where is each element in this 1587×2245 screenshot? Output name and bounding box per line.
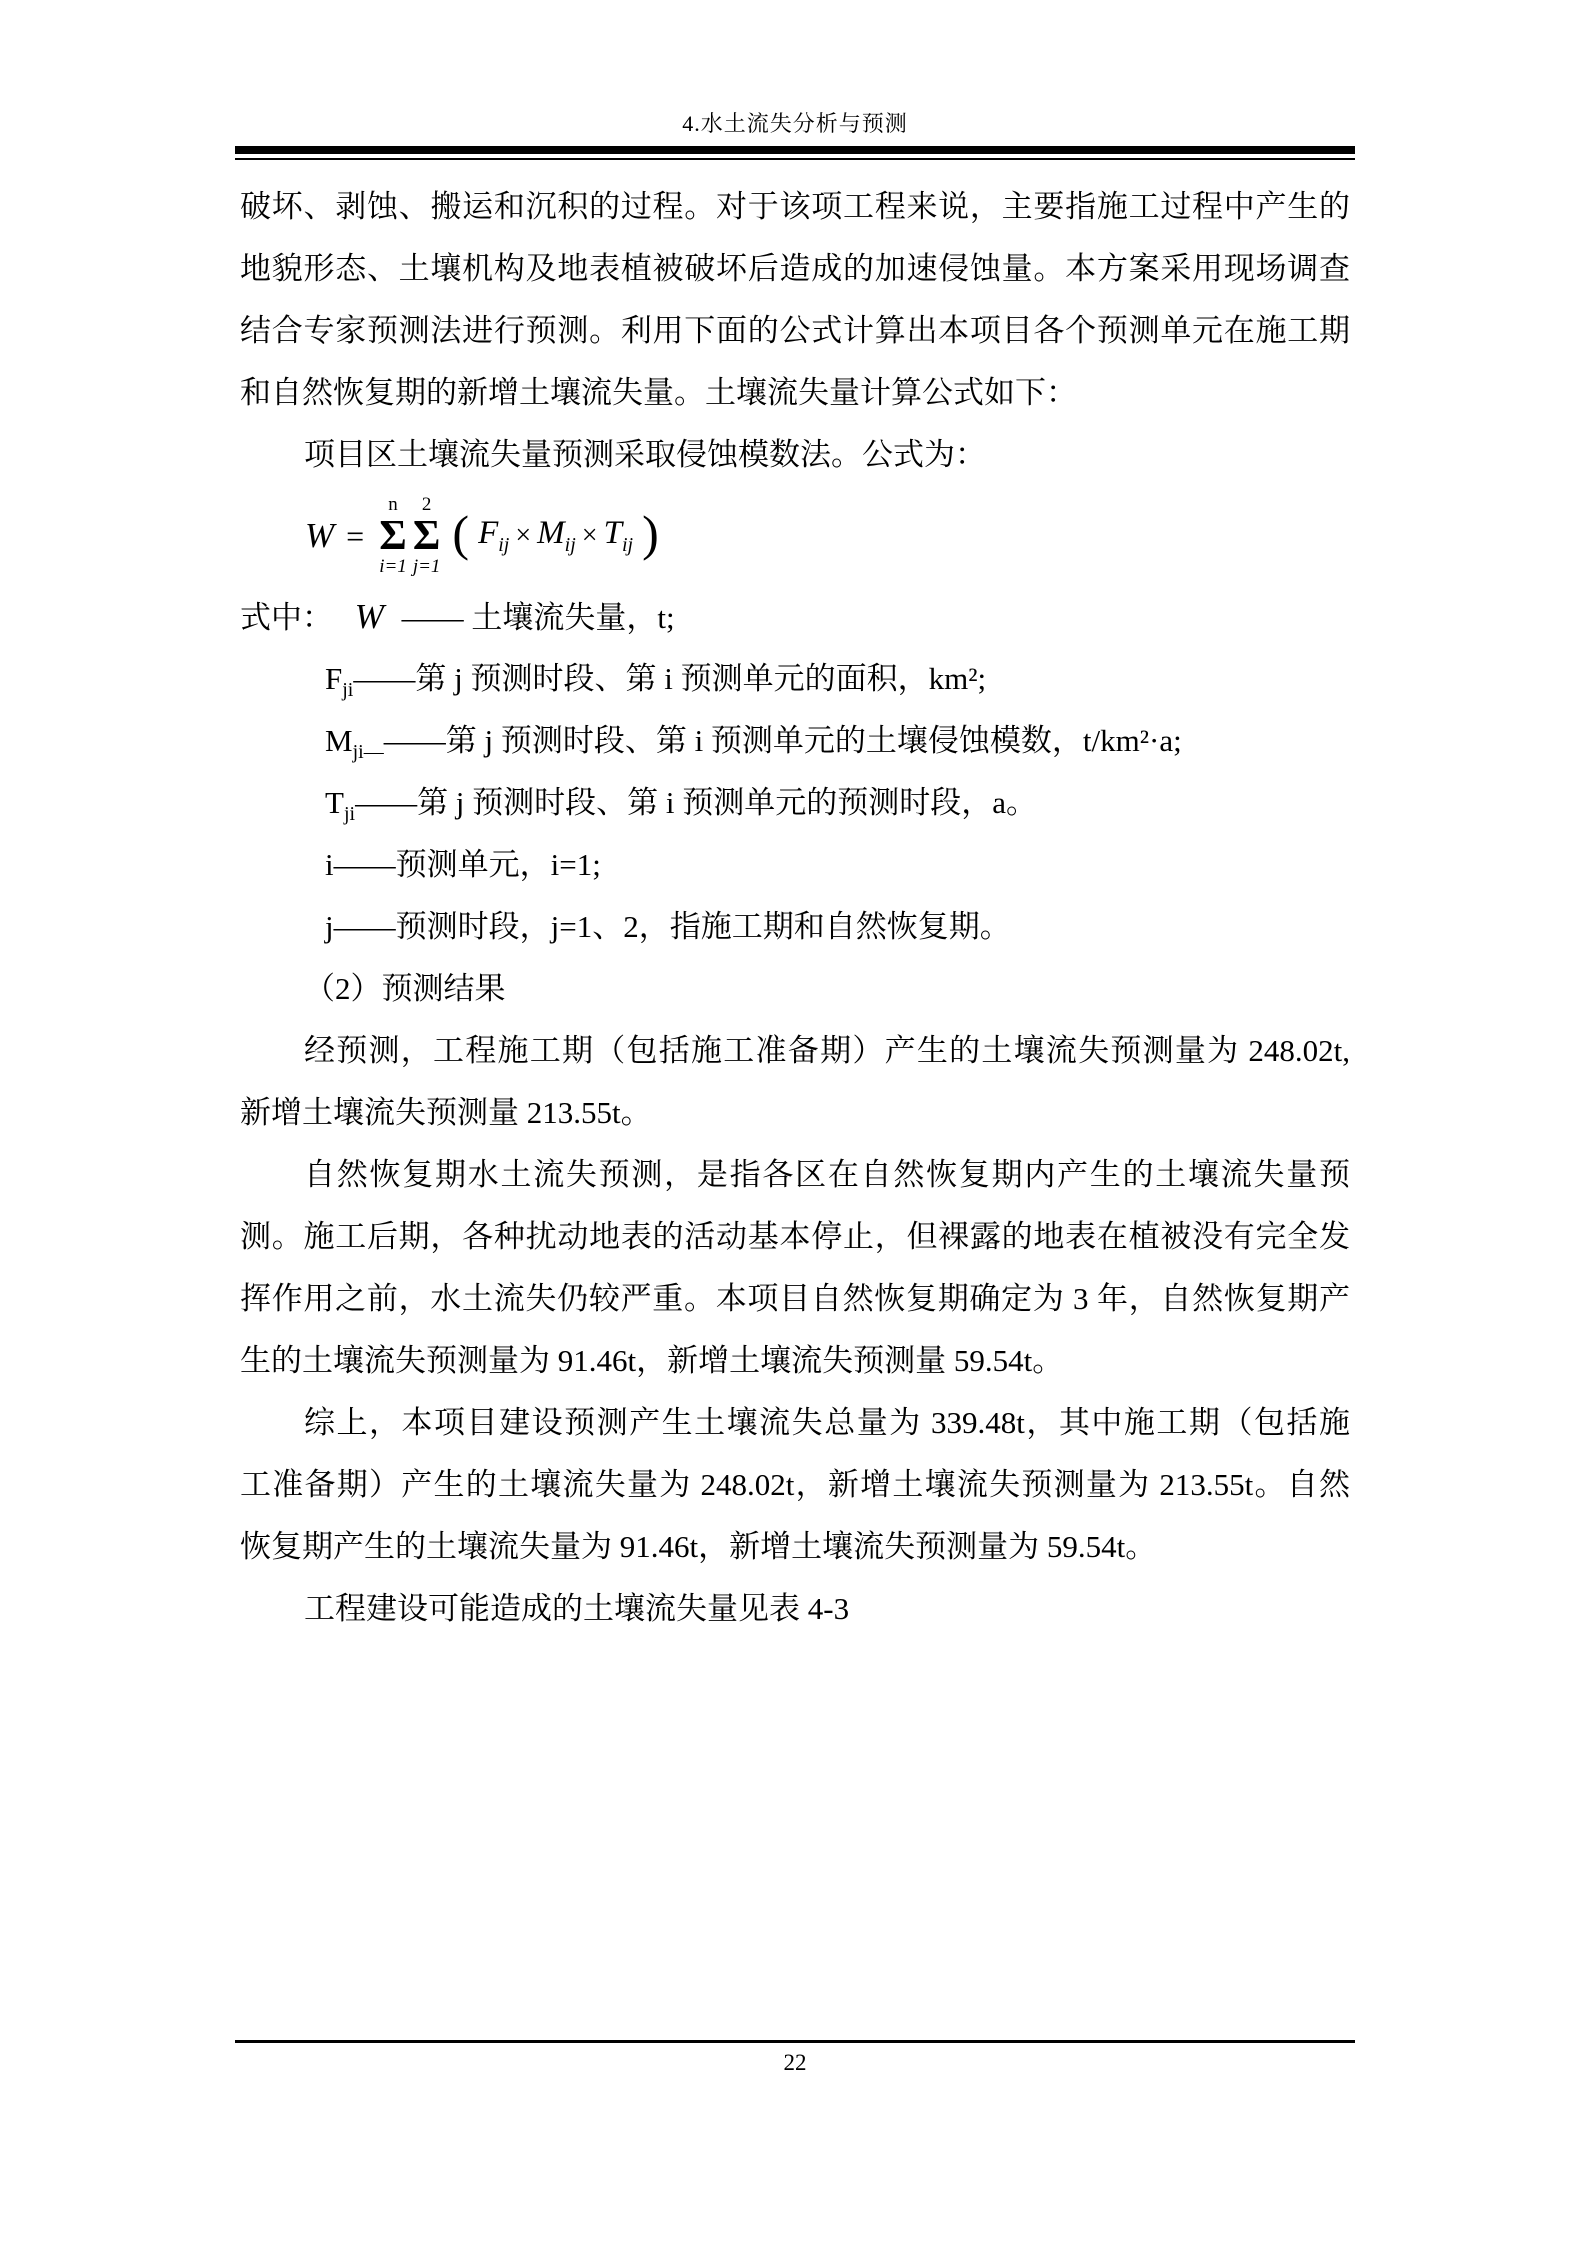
definition-m xyxy=(240,710,1350,772)
definition-subscript: ji xyxy=(342,679,354,701)
para2-line-2: 新增土壤流失预测量 213.55t。 xyxy=(240,1095,652,1130)
definition-j xyxy=(240,896,1350,958)
formula-sigma-outer xyxy=(379,495,407,577)
where-line xyxy=(240,586,1350,648)
para1-line-3: 结合专家预测法进行预测。利用下面的公式计算出本项目各个预测单元在施工期 xyxy=(240,313,1350,348)
definition-text: ——预测时段，j=1、2，指施工期和自然恢复期。 xyxy=(333,909,1011,944)
term-subscript: ij xyxy=(498,534,510,556)
definition-subscript: ji xyxy=(343,803,356,825)
soil-loss-formula xyxy=(240,486,1350,586)
where-symbol: W xyxy=(354,597,384,636)
page-number: 22 xyxy=(783,2050,807,2075)
para4-line-1: 综上，本项目建设预测产生土壤流失总量为 339.48t，其中施工期（包括施 xyxy=(304,1405,1350,1440)
result-heading: （2）预测结果 xyxy=(304,971,506,1006)
header-rule xyxy=(235,146,1355,160)
sigma-lower-limit: j=1 xyxy=(412,556,441,577)
where-desc: 土壤流失量，t; xyxy=(471,600,675,635)
definition-text: ——预测单元，i=1; xyxy=(333,847,601,882)
definition-t xyxy=(240,772,1350,834)
definition-symbol: T xyxy=(325,785,344,820)
header-rule-thin xyxy=(235,158,1355,160)
definition-symbol: M xyxy=(325,723,353,758)
definition-text: ——第 j 预测时段、第 i 预测单元的预测时段，a。 xyxy=(355,785,1038,820)
definition-i xyxy=(240,834,1350,896)
para4-line-2: 工准备期）产生的土壤流失量为 248.02t，新增土壤流失预测量为 213.55t。自然 xyxy=(240,1467,1350,1502)
footer-rule xyxy=(235,2040,1355,2043)
definition-text: ——第 j 预测时段、第 i 预测单元的面积，km²; xyxy=(353,661,987,696)
para3-line-3: 挥作用之前，水土流失仍较严重。本项目自然恢复期确定为 3 年，自然恢复期产 xyxy=(240,1281,1350,1316)
where-dash: —— xyxy=(401,600,464,635)
para3-line-1: 自然恢复期水土流失预测，是指各区在自然恢复期内产生的土壤流失量预 xyxy=(304,1157,1350,1192)
para4-line-3: 恢复期产生的土壤流失量为 91.46t，新增土壤流失预测量为 59.54t。 xyxy=(240,1529,1157,1564)
formula-times: × xyxy=(581,520,598,551)
formula-sigma-inner xyxy=(413,495,441,577)
sigma-icon: Σ xyxy=(379,513,407,559)
sigma-upper-limit: n xyxy=(388,494,398,515)
sigma-upper-limit: 2 xyxy=(421,494,432,515)
term-base: F xyxy=(478,515,499,551)
definition-symbol: F xyxy=(325,661,343,696)
formula-lhs: W xyxy=(305,516,335,555)
sigma-icon: Σ xyxy=(412,513,441,559)
definition-subscript: ji— xyxy=(352,741,384,763)
header-rule-thick xyxy=(235,146,1355,154)
para3-line-4: 生的土壤流失预测量为 91.46t，新增土壤流失预测量 59.54t。 xyxy=(240,1343,1064,1378)
definition-f xyxy=(240,648,1350,710)
page-body xyxy=(240,176,1350,1640)
table-reference-line: 工程建设可能造成的土壤流失量见表 4-3 xyxy=(304,1591,850,1626)
formula-open-paren: ( xyxy=(452,505,470,561)
term-base: T xyxy=(603,515,622,551)
header-title: 4.水土流失分析与预测 xyxy=(682,111,908,136)
formula-term-m xyxy=(537,515,576,557)
definition-symbol: j xyxy=(325,909,334,944)
para1-line-1: 破坏、剥蚀、搬运和沉积的过程。对于该项工程来说，主要指施工过程中产生的 xyxy=(240,189,1350,224)
para3-line-2: 测。施工后期，各种扰动地表的活动基本停止，但裸露的地表在植被没有完全发 xyxy=(240,1219,1350,1254)
definition-text: ——第 j 预测时段、第 i 预测单元的土壤侵蚀模数，t/km²·a; xyxy=(383,723,1182,758)
sigma-lower-limit: i=1 xyxy=(379,556,407,577)
para1-line-2: 地貌形态、土壤机构及地表植被破坏后造成的加速侵蚀量。本方案采用现场调查 xyxy=(240,251,1350,286)
definition-symbol: i xyxy=(325,847,334,882)
formula-term-t xyxy=(604,515,633,557)
formula-close-paren: ) xyxy=(642,505,659,561)
term-subscript: ij xyxy=(564,534,576,556)
where-label: 式中： xyxy=(240,600,333,635)
formula-equals: = xyxy=(346,517,365,554)
term-subscript: ij xyxy=(621,534,634,556)
formula-term-f xyxy=(478,515,509,557)
para1-line-4: 和自然恢复期的新增土壤流失量。土壤流失量计算公式如下： xyxy=(240,375,1077,410)
formula-times: × xyxy=(515,520,532,551)
para2-line-1: 经预测，工程施工期（包括施工准备期）产生的土壤流失预测量为 248.02t, xyxy=(304,1033,1350,1068)
term-base: M xyxy=(537,515,565,551)
method-line: 项目区土壤流失量预测采取侵蚀模数法。公式为： xyxy=(304,437,986,472)
